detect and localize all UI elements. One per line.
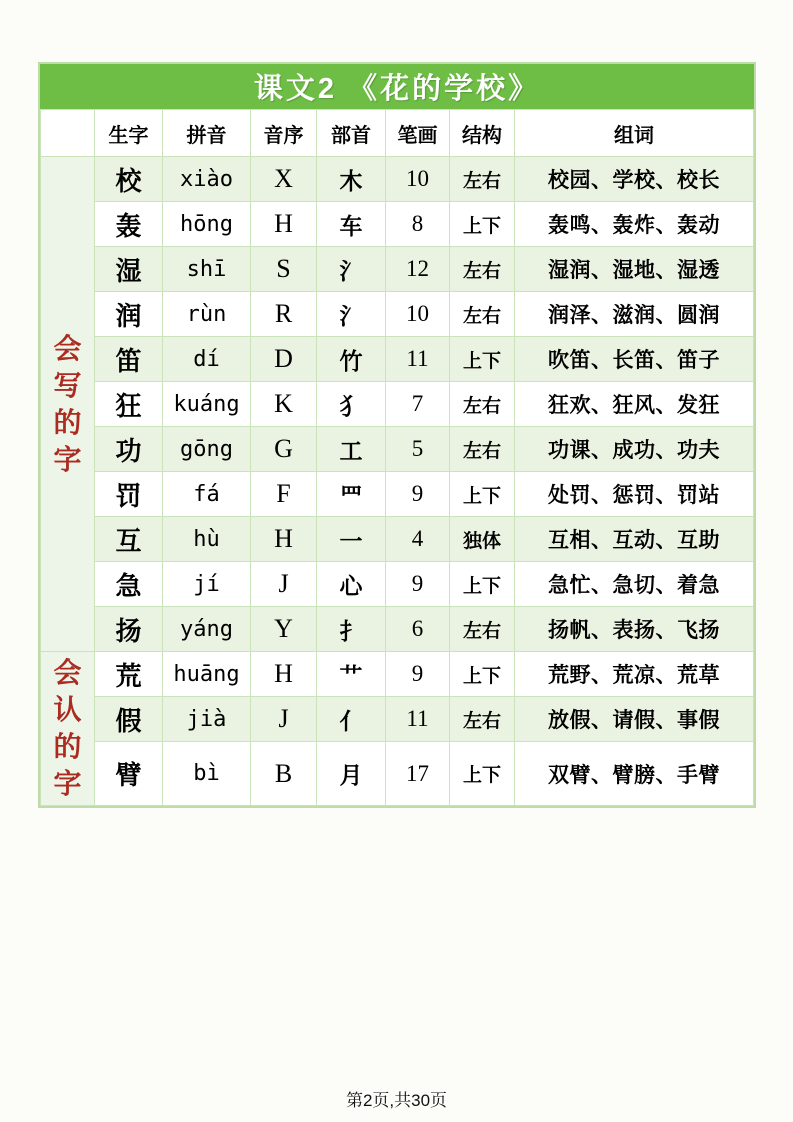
table-header: [41, 110, 754, 157]
header-row: [41, 110, 754, 157]
cell-words: 湿润、湿地、湿透: [515, 247, 754, 292]
cell-pinyin: bì: [163, 742, 251, 806]
column-header: 生字: [95, 110, 163, 157]
cell-radical: 月: [317, 742, 386, 806]
cell-structure: 独体: [450, 517, 515, 562]
cell-char: 功: [95, 427, 163, 472]
cell-pinyin: xiào: [163, 157, 251, 202]
cell-strokes: 9: [386, 652, 450, 697]
cell-structure: 上下: [450, 562, 515, 607]
cell-radical: 扌: [317, 607, 386, 652]
cell-structure: 左右: [450, 292, 515, 337]
cell-structure: 左右: [450, 157, 515, 202]
cell-words: 狂欢、狂风、发狂: [515, 382, 754, 427]
cell-initial: J: [251, 697, 317, 742]
cell-pinyin: jí: [163, 562, 251, 607]
cell-char: 互: [95, 517, 163, 562]
cell-structure: 左右: [450, 607, 515, 652]
cell-pinyin: rùn: [163, 292, 251, 337]
cell-strokes: 11: [386, 697, 450, 742]
cell-words: 功课、成功、功夫: [515, 427, 754, 472]
column-header: 组词: [515, 110, 754, 157]
cell-radical: 车: [317, 202, 386, 247]
table-row: [41, 427, 754, 472]
cell-structure: 上下: [450, 337, 515, 382]
cell-structure: 左右: [450, 697, 515, 742]
table-row: [41, 697, 754, 742]
table-row: [41, 337, 754, 382]
column-header: 部首: [317, 110, 386, 157]
cell-char: 扬: [95, 607, 163, 652]
cell-initial: H: [251, 517, 317, 562]
cell-initial: G: [251, 427, 317, 472]
cell-strokes: 7: [386, 382, 450, 427]
cell-char: 润: [95, 292, 163, 337]
cell-words: 双臂、臂膀、手臂: [515, 742, 754, 806]
cell-initial: X: [251, 157, 317, 202]
cell-strokes: 6: [386, 607, 450, 652]
cell-structure: 左右: [450, 382, 515, 427]
group-label-recognize: [41, 652, 95, 806]
cell-char: 臂: [95, 742, 163, 806]
cell-radical: 罒: [317, 472, 386, 517]
cell-strokes: 10: [386, 157, 450, 202]
cell-structure: 上下: [450, 202, 515, 247]
cell-radical: 工: [317, 427, 386, 472]
table-row: [41, 247, 754, 292]
table-row: [41, 562, 754, 607]
cell-initial: R: [251, 292, 317, 337]
cell-char: 湿: [95, 247, 163, 292]
cell-words: 校园、学校、校长: [515, 157, 754, 202]
page-number: 第2页,共30页: [345, 1091, 448, 1110]
cell-radical: 木: [317, 157, 386, 202]
cell-char: 狂: [95, 382, 163, 427]
cell-strokes: 9: [386, 472, 450, 517]
cell-initial: J: [251, 562, 317, 607]
table-row: [41, 292, 754, 337]
worksheet-card: [38, 62, 756, 808]
cell-pinyin: huāng: [163, 652, 251, 697]
group-label-text: 会 认 的 字: [53, 657, 82, 799]
cell-char: 校: [95, 157, 163, 202]
cell-words: 急忙、急切、着急: [515, 562, 754, 607]
cell-strokes: 5: [386, 427, 450, 472]
cell-char: 轰: [95, 202, 163, 247]
cell-strokes: 8: [386, 202, 450, 247]
cell-strokes: 9: [386, 562, 450, 607]
cell-words: 放假、请假、事假: [515, 697, 754, 742]
cell-char: 急: [95, 562, 163, 607]
cell-initial: D: [251, 337, 317, 382]
cell-pinyin: hù: [163, 517, 251, 562]
cell-structure: 左右: [450, 247, 515, 292]
table-body: [41, 157, 754, 806]
cell-structure: 上下: [450, 742, 515, 806]
cell-words: 处罚、惩罚、罚站: [515, 472, 754, 517]
cell-radical: 氵: [317, 292, 386, 337]
table-row: [41, 517, 754, 562]
cell-radical: 艹: [317, 652, 386, 697]
table-row: [41, 607, 754, 652]
cell-strokes: 4: [386, 517, 450, 562]
cell-radical: 竹: [317, 337, 386, 382]
column-header: 音序: [251, 110, 317, 157]
cell-initial: H: [251, 202, 317, 247]
group-label-text: 会 写 的 字: [53, 332, 82, 475]
cell-pinyin: dí: [163, 337, 251, 382]
table-row: [41, 742, 754, 806]
header-blank-cell: [41, 110, 95, 157]
lesson-title: 课文2 《花的学校》: [40, 64, 754, 109]
cell-words: 轰鸣、轰炸、轰动: [515, 202, 754, 247]
cell-structure: 上下: [450, 652, 515, 697]
table-row: [41, 202, 754, 247]
cell-pinyin: gōng: [163, 427, 251, 472]
cell-pinyin: jià: [163, 697, 251, 742]
cell-char: 假: [95, 697, 163, 742]
cell-words: 吹笛、长笛、笛子: [515, 337, 754, 382]
cell-initial: B: [251, 742, 317, 806]
cell-pinyin: yáng: [163, 607, 251, 652]
cell-radical: 犭: [317, 382, 386, 427]
cell-pinyin: hōng: [163, 202, 251, 247]
cell-char: 罚: [95, 472, 163, 517]
cell-radical: 氵: [317, 247, 386, 292]
table-row: [41, 382, 754, 427]
cell-radical: 亻: [317, 697, 386, 742]
cell-initial: F: [251, 472, 317, 517]
column-header: 结构: [450, 110, 515, 157]
cell-words: 润泽、滋润、圆润: [515, 292, 754, 337]
column-header: 拼音: [163, 110, 251, 157]
cell-char: 荒: [95, 652, 163, 697]
cell-initial: K: [251, 382, 317, 427]
cell-pinyin: kuáng: [163, 382, 251, 427]
table-row: [41, 652, 754, 697]
cell-strokes: 12: [386, 247, 450, 292]
cell-structure: 左右: [450, 427, 515, 472]
cell-pinyin: fá: [163, 472, 251, 517]
cell-words: 扬帆、表扬、飞扬: [515, 607, 754, 652]
cell-radical: 一: [317, 517, 386, 562]
cell-strokes: 17: [386, 742, 450, 806]
vocab-table: [40, 109, 754, 806]
table-row: [41, 472, 754, 517]
cell-char: 笛: [95, 337, 163, 382]
cell-words: 互相、互动、互助: [515, 517, 754, 562]
table-row: [41, 157, 754, 202]
cell-initial: S: [251, 247, 317, 292]
cell-initial: H: [251, 652, 317, 697]
cell-pinyin: shī: [163, 247, 251, 292]
cell-initial: Y: [251, 607, 317, 652]
cell-words: 荒野、荒凉、荒草: [515, 652, 754, 697]
cell-radical: 心: [317, 562, 386, 607]
cell-strokes: 10: [386, 292, 450, 337]
cell-strokes: 11: [386, 337, 450, 382]
group-label-write: [41, 157, 95, 652]
cell-structure: 上下: [450, 472, 515, 517]
column-header: 笔画: [386, 110, 450, 157]
